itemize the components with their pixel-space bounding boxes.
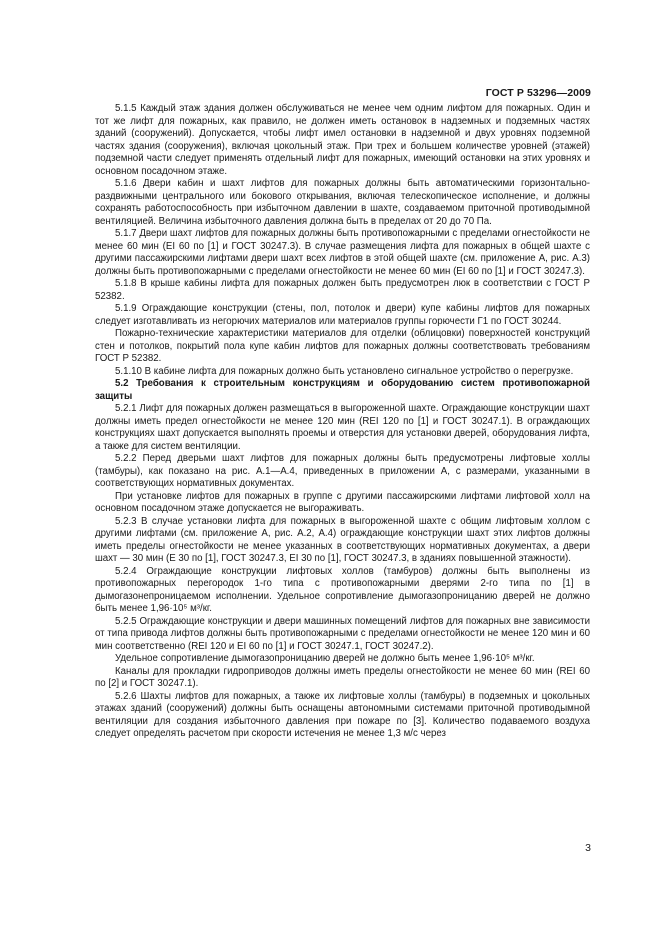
paragraph-5-2-5-channels: Каналы для прокладки гидроприводов должны иметь пределы огнестойкости не менее 60 мин (REI 60 по [2] и ГОСТ 30247.1). bbox=[95, 665, 590, 689]
section-heading-5-2: 5.2 Требования к строительным конструкциям и оборудованию систем противопожарной защиты bbox=[95, 378, 590, 402]
paragraph-5-1-9-continued: Пожарно-технические характеристики материалов для отделки (облицовки) поверхностей конструкций стен и потолков, покрытий пола купе кабин лифтов для пожарных должны соответствовать требованиям ГОСТ Р 52382. bbox=[95, 328, 590, 364]
paragraph-5-1-7: 5.1.7 Двери шахт лифтов для пожарных должны быть противопожарными с пределами огнестойкости не менее 60 мин (EI 60 по [1] и ГОСТ 30247.3). В случае размещения лифта для пожарных в общей шахте с другими пассажирскими лифтами двери шахт всех лифтов в этой общей шахте (см. приложение А, рис. А.3) должны быть противопожарными с пределами огнестойкости не менее 60 мин (EI 60 по [1] и ГОСТ 30247.3). bbox=[95, 228, 590, 277]
paragraph-5-1-9: 5.1.9 Ограждающие конструкции (стены, пол, потолок и двери) купе кабины лифтов для пожарных следует изготавливать из негорючих материалов или материалов группы горючести Г1 по ГОСТ 30244. bbox=[95, 303, 590, 327]
paragraph-5-2-5-resistance: Удельное сопротивление дымогазопроницанию дверей не должно быть менее 1,96·10⁵ м³/кг. bbox=[115, 653, 535, 664]
paragraph-5-1-5: 5.1.5 Каждый этаж здания должен обслуживаться не менее чем одним лифтом для пожарных. Один и тот же лифт для пожарных, как правило, не должен иметь остановок в надземных и подземных частях зданий (сооружений). Допускается, чтобы лифт имел остановки в надземной и двух уровнях подземной частях здания (сооружения), включая цокольный этаж. При трех и большем количестве уровней (этажей) подземной части следует применять отдельный лифт для пожарных, имеющий остановки на этих уровнях и основном посадочном этаже. bbox=[95, 103, 590, 177]
paragraph-5-2-4: 5.2.4 Ограждающие конструкции лифтовых холлов (тамбуров) должны быть выполнены из противопожарных перегородок 1-го типа с противопожарными дверями 2-го типа по [1] в дымогазонепроницаемом исполнении. Удельное сопротивление дымогазопроницанию дверей не должно быть менее 1,96·10⁵ м³/кг. bbox=[95, 565, 590, 614]
paragraph-5-1-10: 5.1.10 В кабине лифта для пожарных должно быть установлено сигнальное устройство о перегрузке. bbox=[115, 365, 574, 377]
paragraph-5-1-8: 5.1.8 В крыше кабины лифта для пожарных должен быть предусмотрен люк в соответствии с ГОСТ Р 52382. bbox=[95, 278, 590, 302]
paragraph-5-2-1: 5.2.1 Лифт для пожарных должен размещаться в выгороженной шахте. Ограждающие конструкции шахт должны иметь предел огнестойкости не менее 120 мин (REI 120 по [1] и ГОСТ 30247.1). В ограждающих конструкциях шахт допускается выполнять проемы и отверстия для установки дверей, оборудования лифта, а также для систем вентиляции. bbox=[95, 403, 590, 452]
paragraph-5-2-3: 5.2.3 В случае установки лифта для пожарных в выгороженной шахте с общим лифтовым холлом с другими лифтами (см. приложение А, рис. А.2, А.4) ограждающие конструкции шахт этих лифтов должны иметь пределы огнестойкости не менее указанных в соответствующих нормативных документах, а двери шахт — 30 мин (Е 30 по [1], ГОСТ 30247.3, EI 30 по [1], ГОСТ 30247.3, в зданиях повышенной этажности). bbox=[95, 515, 590, 564]
page-number: 3 bbox=[585, 842, 591, 854]
paragraph-5-2-2-continued: При установке лифтов для пожарных в группе с другими пассажирскими лифтами лифтовой холл на основном посадочном этаже допускается не выгораживать. bbox=[95, 490, 590, 514]
paragraph-5-2-6: 5.2.6 Шахты лифтов для пожарных, а также их лифтовые холлы (тамбуры) в подземных и цокольных этажах зданий (сооружений) должны быть оснащены автономными системами приточной противодымной вентиляции для создания избыточного давления при пожаре по [3]. Количество подаваемого воздуха следует определять расчетом при скорости истечения не менее 1,3 м/с через bbox=[95, 690, 590, 739]
paragraph-5-1-6: 5.1.6 Двери кабин и шахт лифтов для пожарных должны быть автоматическими горизонтально-раздвижными центрального или бокового открывания, включая телескопическое исполнение, и должны сохранять работоспособность при избыточном давлении в шахте, создаваемом приточной противодымной вентиляцией. Величина избыточного давления должна быть в пределах от 20 до 70 Па. bbox=[95, 178, 590, 227]
standard-header: ГОСТ Р 53296—2009 bbox=[485, 87, 591, 99]
document-body bbox=[95, 103, 590, 741]
paragraph-5-2-2: 5.2.2 Перед дверьми шахт лифтов для пожарных должны быть предусмотрены лифтовые холлы (тамбуры), как показано на рис. А.1—А.4, приведенных в приложении А, с размерами, указанными в соответствующих нормативных документах. bbox=[95, 453, 590, 489]
paragraph-5-2-5: 5.2.5 Ограждающие конструкции и двери машинных помещений лифтов для пожарных вне зависимости от типа привода лифтов должны быть противопожарными с пределами огнестойкости не менее 120 мин и 60 мин соответственно (REI 120 и EI 60 по [1] и ГОСТ 30247.1, ГОСТ 30247.2). bbox=[95, 615, 590, 652]
